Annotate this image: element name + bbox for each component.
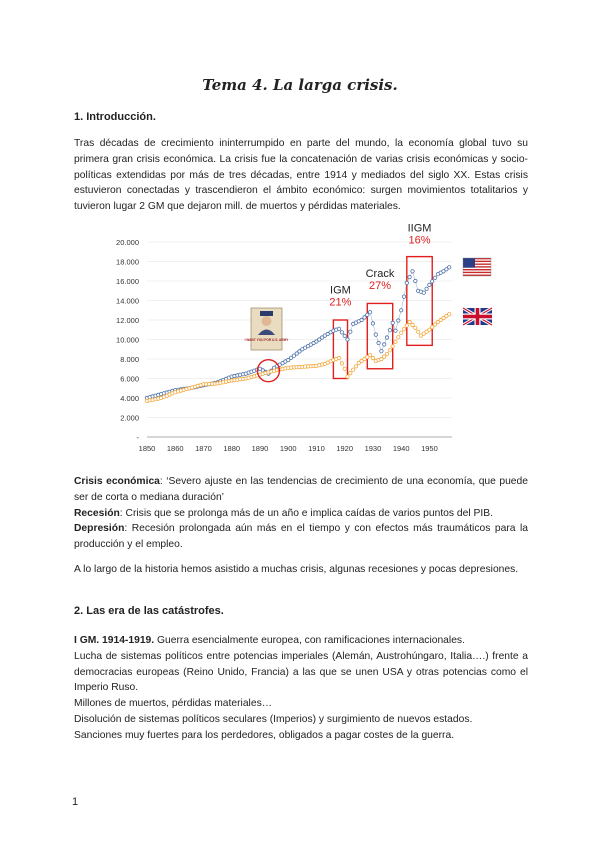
data-point [385, 336, 388, 339]
flag-cross-red [463, 315, 492, 319]
data-point [354, 365, 357, 368]
y-tick-label: 14.000 [116, 296, 139, 306]
x-tick-label: 1890 [251, 444, 269, 453]
definition-recesion: Recesión: Crisis que se prolonga más de un año e implica caídas de varios puntos del PIB. [74, 507, 493, 519]
series-usa [145, 266, 451, 400]
igm-line-2: Millones de muertos, pérdidas materiales… [74, 698, 273, 710]
data-point [388, 349, 391, 352]
data-point [394, 329, 397, 332]
intro-paragraph: Tras décadas de crecimiento ininterrumpido en parte del mundo, la economía global tuvo su primera gran crisis económica. La crisis fue la concatenación de varias crisis económicas y socio-políticas extendidas por más de tres décadas, entre 1914 y mediados del siglo XX. Estas crisis estuvieron conectadas y trascendieron el ámbito económico: surgen movimientos totalitarios y tuvieron lugar 2 GM que dejaron mill. de muertos y pérdidas materiales. [74, 138, 528, 213]
data-point [416, 330, 419, 333]
data-point [448, 266, 451, 269]
data-point [371, 322, 374, 325]
y-tick-label: 12.000 [116, 316, 139, 325]
y-tick-label: 16.000 [116, 277, 139, 286]
annotation-label: IGM [330, 284, 351, 297]
y-tick-label: 8.000 [120, 355, 139, 364]
poster-icon [245, 308, 290, 350]
data-point [391, 345, 394, 348]
uk-flag-icon [463, 308, 492, 325]
data-point [431, 325, 434, 328]
definitions-block [74, 474, 528, 553]
data-point [337, 356, 340, 359]
annotation-percent: 27% [368, 280, 392, 293]
igm-line-1: Lucha de sistemas políticos entre potencias imperiales (Alemán, Austrohúngaro, Italia….) frente a democracias europeas (Reino Unido, Francia) a las que se unen USA y otras potencias como el Imperio Ruso. [74, 650, 528, 694]
data-point [380, 350, 383, 353]
x-axis-ticks [139, 444, 438, 453]
data-point [448, 313, 451, 316]
data-point [422, 291, 425, 294]
data-point [368, 311, 371, 314]
annotation-percent: 16% [408, 234, 431, 247]
data-point [394, 340, 397, 343]
igm-heading-line: I GM. 1914-1919. Guerra esencialmente europea, con ramificaciones internacionales. [74, 635, 465, 646]
crisis-annotations [329, 222, 431, 308]
data-point [340, 362, 343, 365]
data-point [385, 352, 388, 355]
data-point [349, 330, 352, 333]
chart-series [145, 266, 451, 403]
y-tick-label: 2.000 [120, 413, 139, 423]
x-tick-label: 1880 [223, 444, 241, 453]
annotation-label: IIGM [407, 222, 432, 235]
data-point [371, 356, 374, 359]
data-point [431, 280, 434, 283]
data-point [402, 295, 405, 298]
flag-stripe [463, 272, 491, 273]
data-point [391, 321, 394, 324]
data-point [414, 326, 417, 329]
flag-stripe [463, 269, 491, 270]
data-point [414, 279, 417, 282]
definition-depresion: Depresión: Recesión prolongada aún más en el tiempo y con efectos más traumáticos para la producción y el empleo. [74, 523, 528, 551]
annotation-label: Crack [365, 268, 395, 281]
x-tick-label: 1850 [138, 444, 156, 453]
data-point [374, 333, 377, 336]
igm-block [74, 633, 528, 744]
data-point [405, 324, 408, 327]
data-point [346, 375, 349, 378]
x-tick-label: 1920 [336, 444, 354, 453]
annotation-percent: 21% [329, 296, 352, 309]
gdp-chart [100, 222, 500, 453]
x-tick-label: 1870 [195, 444, 212, 453]
poster-face [262, 316, 272, 326]
data-point [383, 343, 386, 346]
y-tick-label: 20.000 [116, 238, 139, 247]
poster-text: I WANT YOU FOR U.S. ARMY [244, 338, 289, 342]
poster-hat [260, 311, 273, 316]
data-point [343, 367, 346, 370]
data-point [428, 283, 431, 286]
data-point [349, 371, 352, 374]
data-point [411, 270, 414, 273]
closing-paragraph: A lo largo de la historia hemos asistido a muchas crisis, algunas recesiones y pocas depresiones. [74, 564, 519, 575]
data-point [377, 341, 380, 344]
page-title: Tema 4. La larga crisis. [202, 76, 398, 94]
data-point [346, 338, 349, 341]
data-point [363, 316, 366, 319]
data-point [405, 281, 408, 284]
data-point [400, 309, 403, 312]
data-point [388, 329, 391, 332]
data-point [400, 331, 403, 334]
x-tick-label: 1940 [392, 444, 410, 453]
x-tick-label: 1950 [421, 444, 438, 453]
data-point [337, 327, 340, 330]
section-heading-catastrofes: 2. Las era de las catástrofes. [74, 605, 224, 617]
data-point [402, 327, 405, 330]
usa-flag-icon [463, 258, 491, 276]
igm-line-4: Sanciones muy fuertes para los perdedores, obligados a pagar costes de la guerra. [74, 729, 455, 741]
data-point [408, 275, 411, 278]
data-point [411, 323, 414, 326]
x-tick-label: 1900 [279, 444, 297, 453]
x-tick-label: 1930 [364, 444, 382, 453]
x-tick-label: 1910 [308, 444, 325, 453]
y-tick-label: 6.000 [120, 374, 139, 384]
section-heading-intro: 1. Introducción. [74, 111, 156, 123]
x-tick-label: 1860 [166, 444, 184, 453]
y-tick-label: - [136, 433, 139, 442]
data-point [366, 313, 369, 316]
flag-stripe [463, 275, 491, 276]
igm-line-3: Disolución de sistemas políticos seculares (Imperios) y surgimiento de nuevos estados. [74, 713, 473, 725]
data-point [368, 353, 371, 356]
y-tick-label: 4.000 [120, 394, 139, 403]
y-axis-ticks [116, 238, 139, 442]
data-point [397, 336, 400, 339]
data-point [360, 318, 363, 321]
flag-stripe [463, 268, 491, 269]
y-tick-label: 18.000 [116, 257, 139, 267]
data-point [343, 334, 346, 337]
data-point [352, 368, 355, 371]
flag-stripe [463, 273, 491, 274]
definition-crisis: Crisis económica: ‘Severo ajuste en las tendencias de crecimiento de una economía, que puede ser de corta o mediana duración’ [74, 476, 528, 503]
data-point [433, 276, 436, 279]
flag-canton [463, 258, 475, 268]
flag-stripe [463, 270, 491, 271]
data-point [425, 287, 428, 290]
data-point [408, 320, 411, 323]
y-tick-label: 10.000 [116, 335, 139, 345]
data-point [340, 331, 343, 334]
page-number: 1 [72, 796, 79, 808]
data-point [397, 319, 400, 322]
data-point [428, 328, 431, 331]
series-uk [145, 313, 451, 403]
